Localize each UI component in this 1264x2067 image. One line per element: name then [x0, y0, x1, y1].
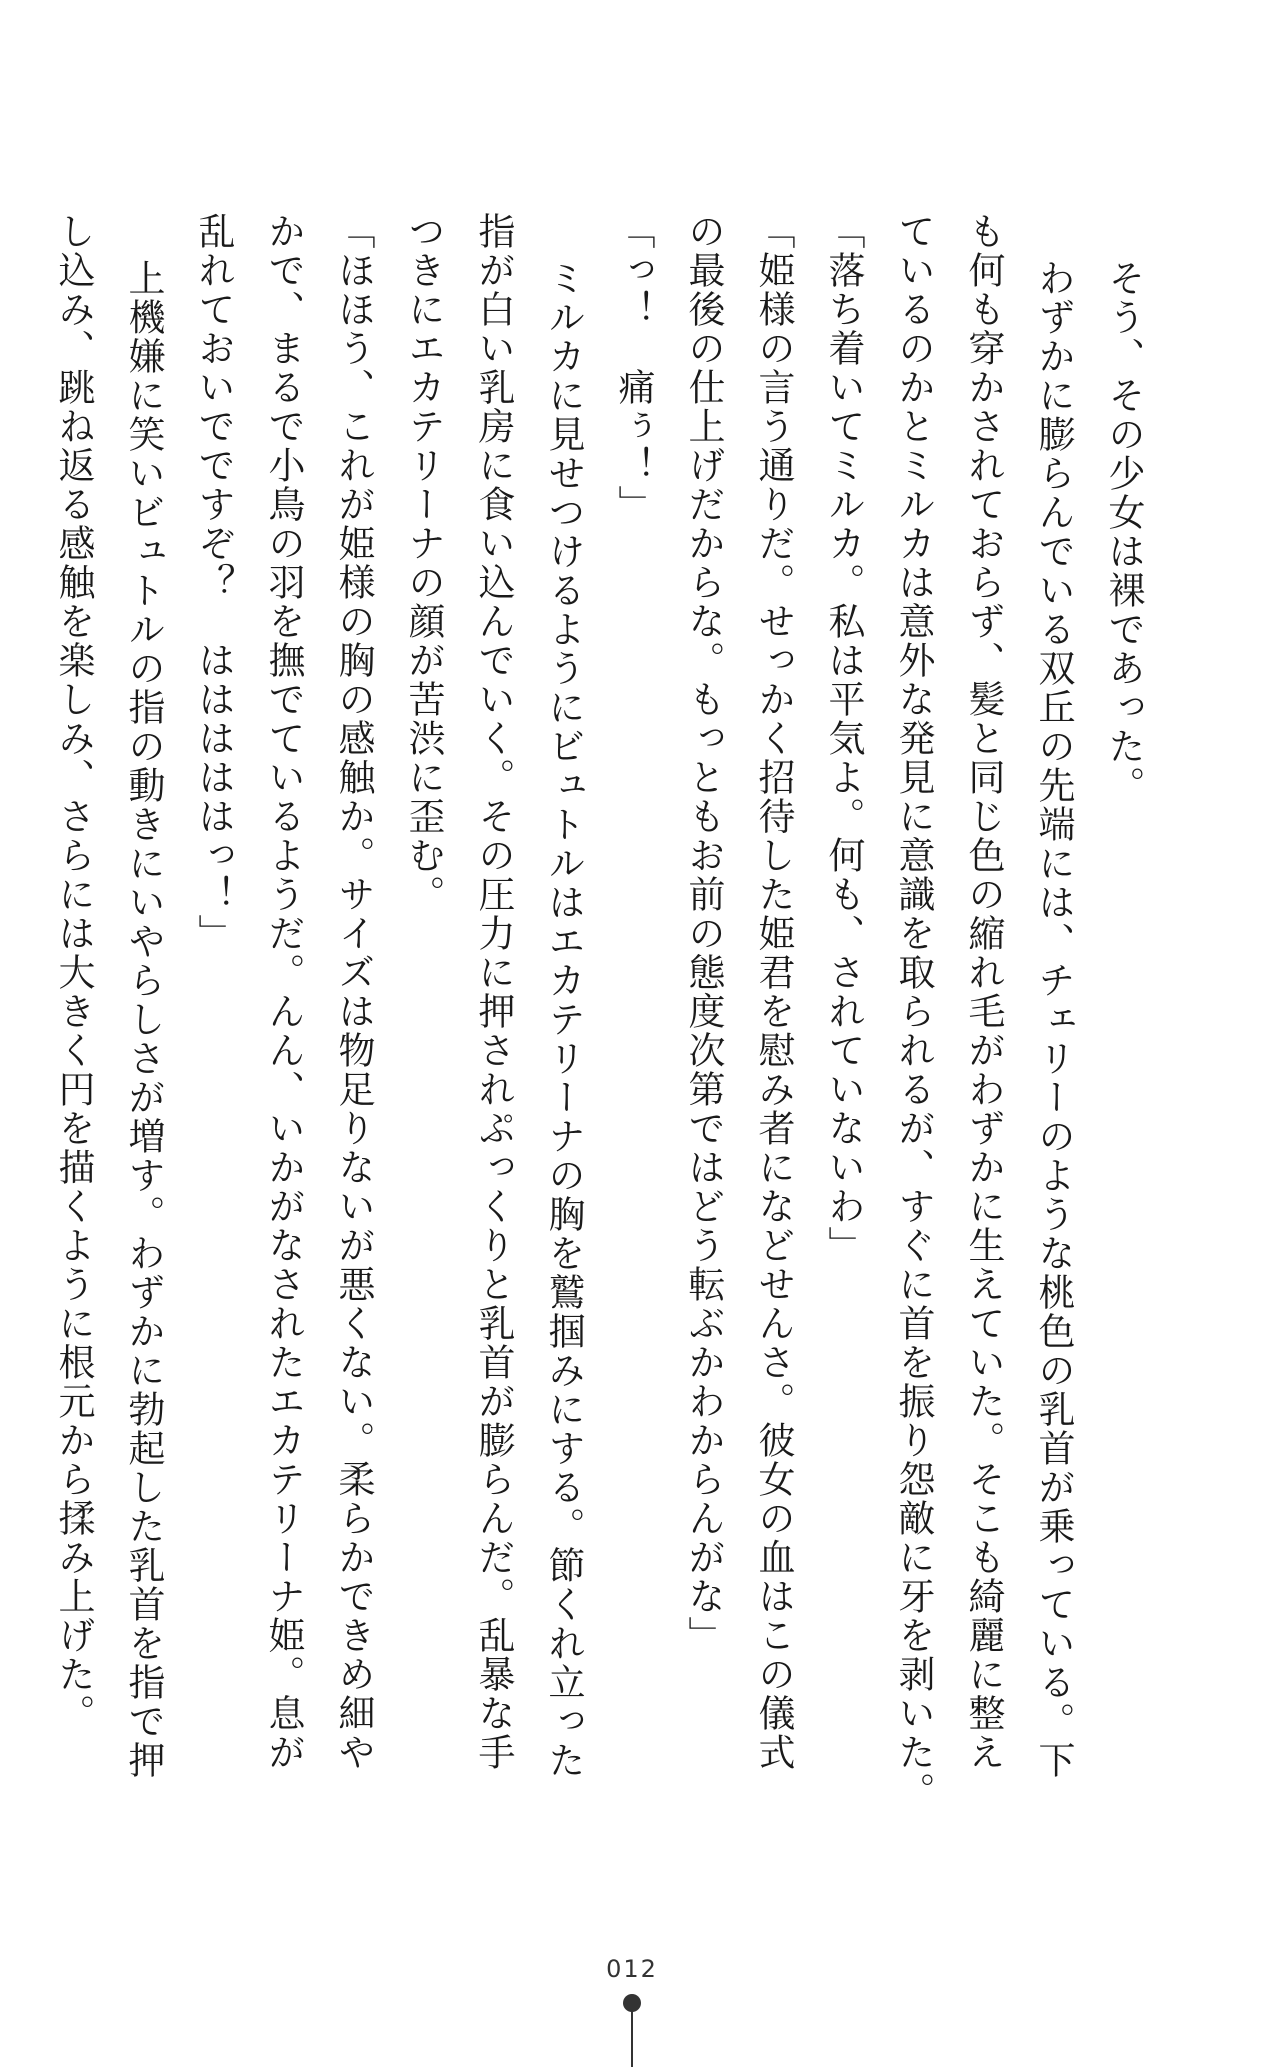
page-number: 012	[606, 1955, 658, 1983]
text-line: ているのかとミルカは意外な発見に意識を取られるが、すぐに首を振り怨敵に牙を剥いた。	[892, 212, 935, 1811]
text-line: 「ほほう、これが姫様の胸の感触か。サイズは物足りないが悪くない。柔らかできめ細や	[332, 212, 375, 1772]
text-line: かで、まるで小鳥の羽を撫でているようだ。んん、いかがなされたエカテリーナ姫。息が	[262, 212, 305, 1772]
text-line: わずかに膨らんでいる双丘の先端には、チェリーのような桃色の乳首が乗っている。下	[1032, 259, 1075, 1780]
text-line: 乱れておいでですぞ？ はははははっ！」	[192, 212, 235, 953]
text-line: の最後の仕上げだからな。もっともお前の態度次第ではどう転ぶかわからんがな」	[682, 212, 725, 1655]
text-line: 上機嫌に笑いビュトルの指の動きにいやらしさが増す。わずかに勃起した乳首を指で押	[122, 259, 165, 1780]
text-line: そう、その少女は裸であった。	[1102, 259, 1145, 805]
text-line: 「落ち着いてミルカ。私は平気よ。何も、されていないわ」	[822, 212, 865, 1265]
vertical-text-body	[52, 212, 1158, 1812]
text-line: も何も穿かされておらず、髪と同じ色の縮れ毛がわずかに生えていた。そこも綺麗に整え	[962, 212, 1005, 1772]
text-line: ミルカに見せつけるようにビュトルはエカテリーナの胸を鷲掴みにする。節くれ立った	[542, 259, 585, 1780]
text-line: 指が白い乳房に食い込んでいく。その圧力に押されぷっくりと乳首が膨らんだ。乱暴な手	[472, 212, 515, 1772]
text-line: つきにエカテリーナの顔が苦渋に歪む。	[402, 212, 445, 914]
text-line: 「姫様の言う通りだ。せっかく招待した姫君を慰み者になどせんさ。彼女の血はこの儀式	[752, 212, 795, 1772]
text-line: し込み、跳ね返る感触を楽しみ、さらには大きく円を描くように根元から揉み上げた。	[52, 212, 95, 1733]
text-line: 「っ！ 痛ぅ！」	[612, 212, 655, 524]
page-marker-rule	[631, 2010, 633, 2067]
